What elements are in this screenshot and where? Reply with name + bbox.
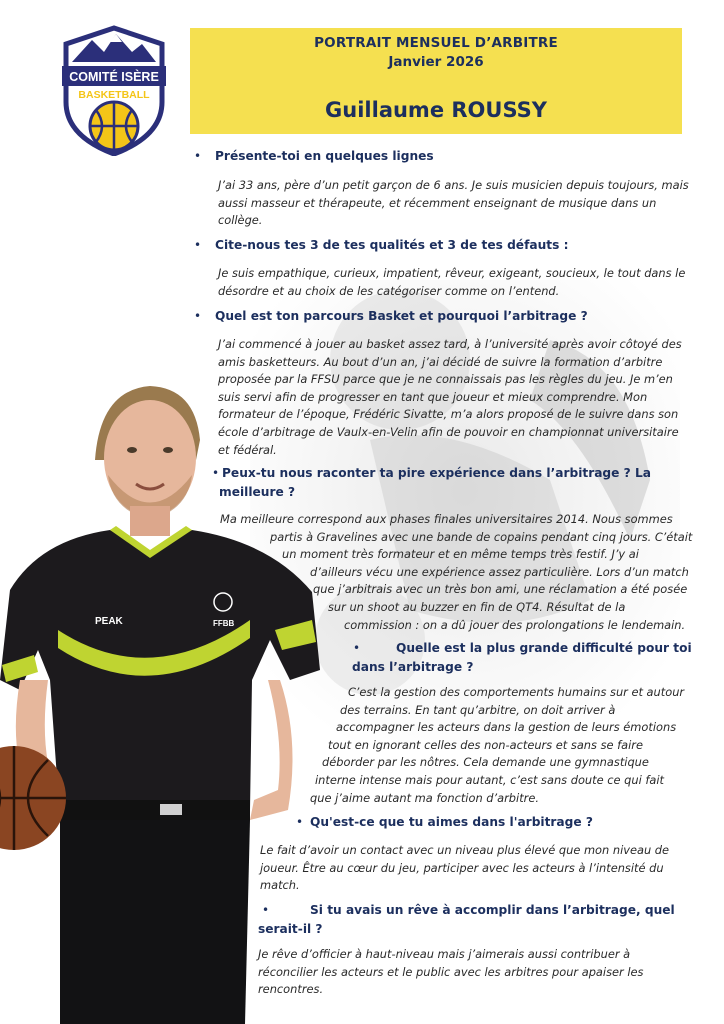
referee-name: Guillaume ROUSSY: [325, 98, 547, 122]
answer-1: J’ai 33 ans, père d’un petit garçon de 6 ans. Je suis musicien depuis toujours, mais aussi masseur et thérapeute, et récemment enseignant de musique dans un collège.: [218, 178, 689, 228]
question-2: Cite-nous tes 3 de tes qualités et 3 de tes défauts :: [215, 238, 569, 252]
bullet-icon: •: [194, 238, 202, 252]
answer-6: Le fait d’avoir un contact avec un niveau plus élevé que mon niveau de joueur. Être au cœur du jeu, participer avec les acteurs à l’intensité du match.: [260, 843, 670, 893]
answer-2: Je suis empathique, curieux, impatient, rêveur, exigeant, soucieux, le tout dans le désordre et au choix de les catégoriser comme on l’entend.: [218, 266, 686, 298]
document-date: Janvier 2026: [388, 54, 484, 70]
answer-3: J’ai commencé à jouer au basket assez tard, à l’université après avoir côtoyé des amis basketteurs. Au bout d’un an, j’ai décidé de suivre la formation d’arbitre proposée par la FFSU parce que je ne connaissais pas les règles du jeu. Je m’en suis servi afin de progresser en tant que joueur et mieux comprendre. Mon formateur de l’époque, Frédéric Sivatte, m’a alors proposé de le suivre dans son école d’arbitrage de Vaulx-en-Velin afin de pouvoir en championnat universitaire et fédéral.: [218, 337, 682, 457]
header-banner: [190, 28, 682, 134]
question-3: Quel est ton parcours Basket et pourquoi l’arbitrage ?: [215, 309, 588, 323]
logo-line1: COMITÉ ISÈRE: [69, 70, 159, 84]
bullet-icon: •: [194, 309, 202, 323]
document-title: PORTRAIT MENSUEL D’ARBITRE: [314, 35, 558, 51]
question-1: Présente-toi en quelques lignes: [215, 149, 434, 163]
question-6: Qu'est-ce que tu aimes dans l'arbitrage ?: [310, 815, 593, 829]
bullet-icon: •: [296, 815, 304, 829]
answer-4: Ma meilleure correspond aux phases finales universitaires 2014. Nous sommes partis à Gravelines avec une bande de copains pendant cinq jours. C’était un moment très formateur et en même temps très festif. J’y ai d’ailleurs vécu une expérience assez particulière. Lors d’un match que j’arbitrais avec un très bon ami, une réclamation a été posée sur un shoot au buzzer en fin de QT4. Résultat de la commission : on a dû jouer des prolongations le lendemain.: [220, 512, 693, 632]
answer-5: C’est la gestion des comportements humains sur et autour des terrains. En tant qu’arbitre, on doit arriver à accompagner les acteurs dans la gestion de leurs émotions tout en ignorant celles des non-acteurs et sans se faire déborder par les nôtres. Cela demande une gymnastique interne intense mais pour autant, c’est sans doute ce qui fait que j’aime autant ma fonction d’arbitre.: [310, 685, 685, 805]
question-4: Peux-tu nous raconter ta pire expérience dans l’arbitrage ? La meilleure ?: [219, 466, 651, 499]
jersey-brand-logo: PEAK: [95, 616, 123, 627]
comite-isere-basketball-logo: [58, 24, 170, 156]
bullet-icon: •: [194, 149, 202, 163]
bullet-icon: •: [212, 466, 220, 480]
answer-7: Je rêve d’officier à haut-niveau mais j’aimerais aussi contribuer à réconcilier les acteurs et le public avec les arbitres pour apaiser les rencontres.: [258, 947, 644, 997]
logo-line2: BASKETBALL: [78, 89, 150, 101]
question-7: Si tu avais un rêve à accomplir dans l’arbitrage, quel serait-il ?: [258, 903, 675, 936]
bullet-icon: •: [262, 903, 270, 917]
question-5: Quelle est la plus grande difficulté pour toi dans l’arbitrage ?: [352, 641, 692, 674]
bullet-icon: •: [353, 641, 361, 655]
jersey-federation-logo: FFBB: [213, 619, 235, 628]
